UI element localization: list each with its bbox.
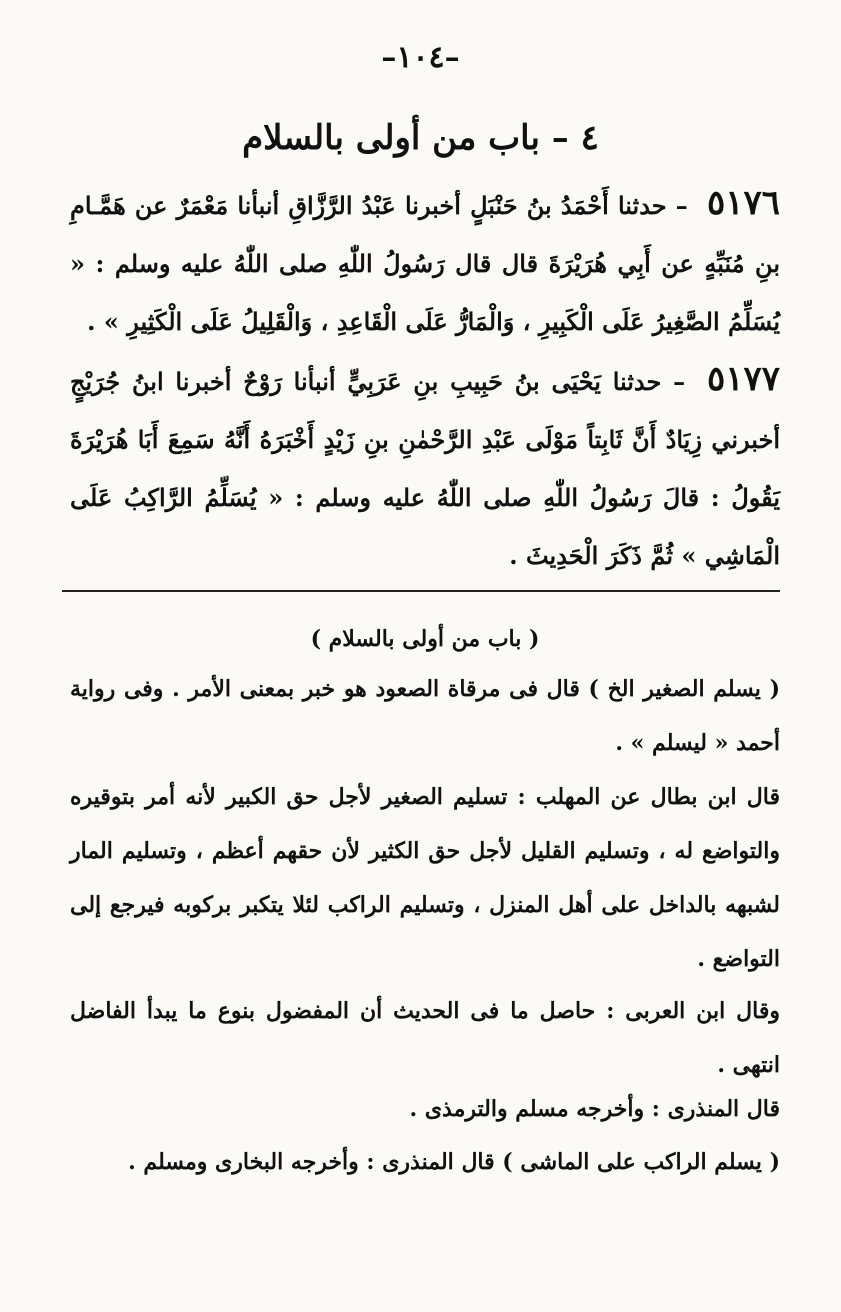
- hadith-number: ٥١٧٧: [706, 359, 780, 399]
- commentary-paragraph: قال المنذرى : وأخرجه مسلم والترمذى .: [409, 1096, 780, 1122]
- commentary-title: ( باب من أولى بالسلام ): [310, 626, 540, 652]
- page-number: –١٠٤–: [381, 40, 460, 75]
- commentary-paragraph: قال ابن بطال عن المهلب : تسليم الصغير لأجل حق الكبير لأنه أمر بتوقيره والتواضع له ، وتسليم القليل لأجل حق الكثير لأن حقهم أعظم ، وتسليم المار لشبهه بالداخل على أهل المنزل ، وتسليم الراكب لئلا يتكبر بركوبه فيرجع إلى التواضع .: [70, 784, 780, 972]
- hadith-5176: [70, 174, 780, 351]
- footnote-divider: [62, 590, 780, 592]
- hadith-number: ٥١٧٦: [706, 183, 780, 223]
- commentary-paragraph: وقال ابن العربى : حاصل ما فى الحديث أن المفضول بنوع ما يبدأ الفاضل انتهى .: [70, 998, 780, 1078]
- hadith-text: – حدثنا أَحْمَدُ بنُ حَنْبَلٍ أخبرنا عَبْدُ الرَّزَّاقِ أنبأنا مَعْمَرٌ عن هَمَّـامِ بنِ مُنَبِّهٍ عن أَبِي هُرَيْرَةَ قال قال رَسُولُ اللّٰهِ صلى اللّٰهُ عليه وسلم : « يُسَلِّمُ الصَّغِيرُ عَلَى الْكَبِيرِ ، وَالْمَارُّ عَلَى الْقَاعِدِ ، وَالْقَلِيلُ عَلَى الْكَثِيرِ » .: [70, 191, 780, 336]
- commentary-paragraph: ( يسلم الراكب على الماشى ) قال المنذرى : وأخرجه البخارى ومسلم .: [128, 1149, 780, 1175]
- hadith-5177: [70, 350, 780, 585]
- commentary-paragraph: ( يسلم الصغير الخ ) قال فى مرقاة الصعود هو خبر بمعنى الأمر . وفى رواية أحمد « ليسلم » .: [70, 676, 780, 756]
- hadith-text: – حدثنا يَحْيَى بنُ حَبِيبِ بنِ عَرَبِيٍّ أنبأنا رَوْحٌ أخبرنا ابنُ جُرَيْجٍ أخبرني زِيَادٌ أَنَّ ثَابِتاً مَوْلَى عَبْدِ الرَّحْمٰنِ بنِ زَيْدٍ أَخْبَرَهُ أَنَّهُ سَمِعَ أَبَا هُرَيْرَةَ يَقُولُ : قالَ رَسُولُ اللّٰهِ صلى اللّٰهُ عليه وسلم : « يُسَلِّمُ الرَّاكِبُ عَلَى الْمَاشِي » ثُمَّ ذَكَرَ الْحَدِيثَ .: [70, 367, 780, 570]
- chapter-title: ٤ – باب من أولى بالسلام: [242, 118, 599, 158]
